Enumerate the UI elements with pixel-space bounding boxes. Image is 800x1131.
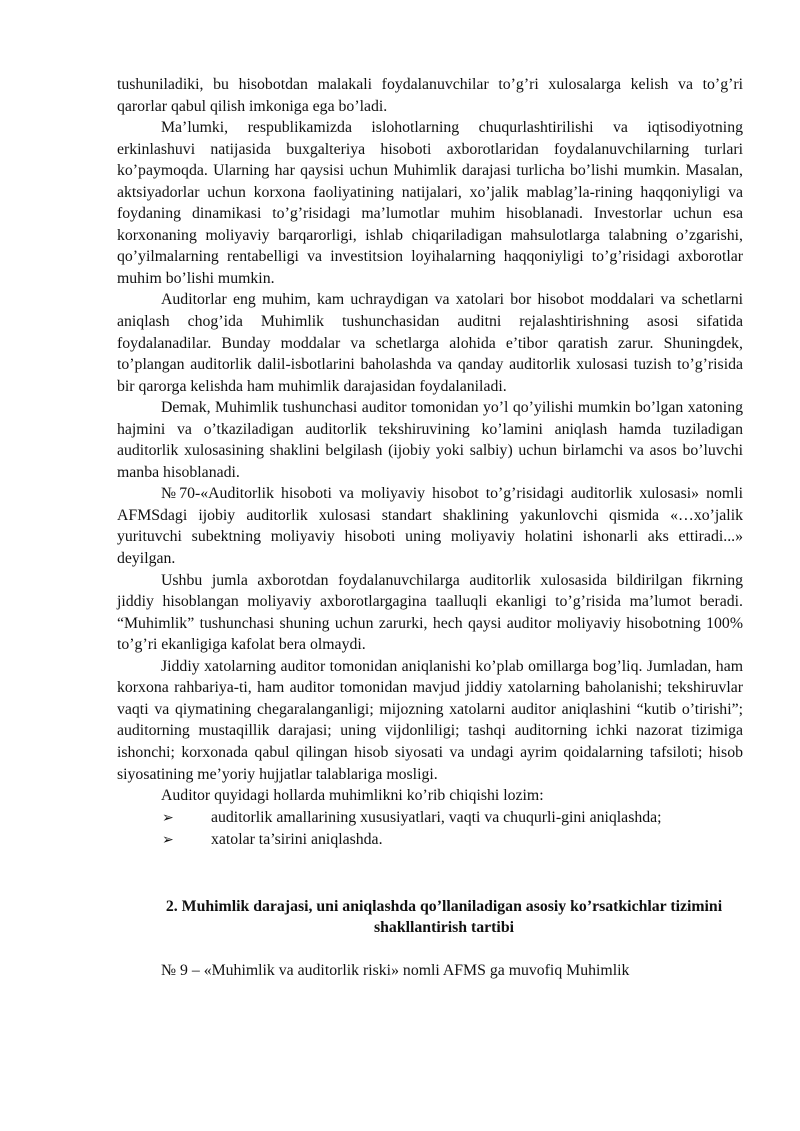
paragraph-auditors-usage: Auditorlar eng muhim, kam uchraydigan va xatolari bor hisobot moddalari va schetlarni aniqlash chog’ida Muhimlik tushunchasidan auditni rejalashtirishning asosi sifatida foydalanadilar. Bunday moddalar va schetlarga alohida e’tibor qaratish zarur. Shuningdek, to’plangan auditorlik dalil-isbotlarini baholashda va qanday auditorlik xulosasi tuzish to’g’risida bir qarorga kelishda ham muhimlik darajasidan foydalaniladi. <box>117 291 743 395</box>
document-page <box>117 74 743 981</box>
list-item <box>117 807 743 830</box>
arrowhead-bullet-icon: ➢ <box>162 810 174 826</box>
paragraph-error-factors: Jiddiy xatolarning auditor tomonidan aniqlanishi ko’plab omillarga bog’liq. Jumladan, ham korxona rahbariya-ti, ham auditor tomonidan mavjud jiddiy xatolarning baholanishi; tekshiruvlar vaqti va qiymatining chegaralanganligi; mijozning xatolarni auditor aniqlashini “kutib o’tirishi”; auditorning mustaqillik darajasi; uning vijdonliligi; tashqi auditorning ichki nazorat tizimiga ishonchi; korxonada qabul qilingan hisob siyosati va undagi ayrim qoidalarning tafsiloti; hisob siyosatining me’yoriy hujjatlar talablariga mosligi. <box>117 657 743 783</box>
paragraph-users-of-reports: Ma’lumki, respublikamizda islohotlarning chuqurlashtirilishi va iqtisodiyotning erkinlashuvi natijasida buxgalteriya hisoboti axborotlaridan foydalanuvchilarning turlari ko’paymoqda. Ularning har qaysisi uchun Muhimlik darajasi turlicha bo’lishi mumkin. Masalan, aktsiyadorlar uchun korxona faoliyatining natijalari, xo’jalik mablag’la-rining haqqoniyligi va foydaning dinamikasi to’g’risidagi ma’lumotlar muhim hisoblanadi. Investorlar uchun esa korxonaning moliyaviy barqarorligi, ishlab chiqariladigan mahsulotlarga talabning o’zgarishi, qo’yilmalarning rentabelligi va investitsion loyihalarning haqqoniyligi to’g’risidagi axborotlar muhim bo’lishi mumkin. <box>117 119 743 287</box>
bullet-list <box>117 807 743 852</box>
list-item <box>117 829 743 852</box>
list-item-text: auditorlik amallarining xususiyatlari, vaqti va chuqurli-gini aniqlashda; <box>211 808 662 826</box>
section-heading: 2. Muhimlik darajasi, uni aniqlashda qo’llaniladigan asosiy ko’rsatkichlar tizimini shakllantirish tartibi <box>165 897 723 937</box>
paragraph-standard-70: №70-«Auditorlik hisoboti va moliyaviy hisobot to’g’risidagi auditorlik xulosasi» nomli AFMSdagi ijobiy auditorlik xulosasi standart shaklining yakunlovchi qismida «…xo’jalik yurituvchi subektning moliyaviy hisoboti uning moliyaviy holatini ishonarli aks ettiradi...» deyilgan. <box>117 485 743 568</box>
arrowhead-bullet-icon: ➢ <box>162 833 174 849</box>
paragraph-materiality-source: Demak, Muhimlik tushunchasi auditor tomonidan yo’l qo’yilishi mumkin bo’lgan xatoning hajmini va o’tkaziladigan auditorlik tekshiruvining ko’lamini aniqlash hamda tuziladigan auditorlik xulosasining shaklini belgilash (ijobiy yoki salbiy) uchun birlamchi va asos bo’luvchi manba hisoblanadi. <box>117 399 743 481</box>
paragraph-list-intro: Auditor quyidagi hollarda muhimlikni ko’rib chiqishi lozim: <box>161 787 544 805</box>
list-item-text: xatolar ta’sirini aniqlashda. <box>211 831 383 849</box>
paragraph-sentence-meaning: Ushbu jumla axborotdan foydalanuvchilarga auditorlik xulosasida bildirilgan fikrning jiddiy hisoblangan moliyaviy axborotlargagina taalluqli ekanligi to’g’risida ma’lumot beradi. “Muhimlik” tushunchasi shuning uchun zarurki, hech qaysi auditor moliyaviy hisobotning 100% to’g’ri ekanligiga kafolat bera olmaydi. <box>117 571 743 654</box>
paragraph-continuation: tushuniladiki, bu hisobotdan malakali foydalanuvchilar to’g’ri xulosalarga kelish va to’g’ri qarorlar qabul qilish imkoniga ega bo’ladi. <box>117 76 743 115</box>
paragraph-standard-9: № 9 – «Muhimlik va auditorlik riski» nomli AFMS ga muvofiq Muhimlik <box>161 961 630 979</box>
